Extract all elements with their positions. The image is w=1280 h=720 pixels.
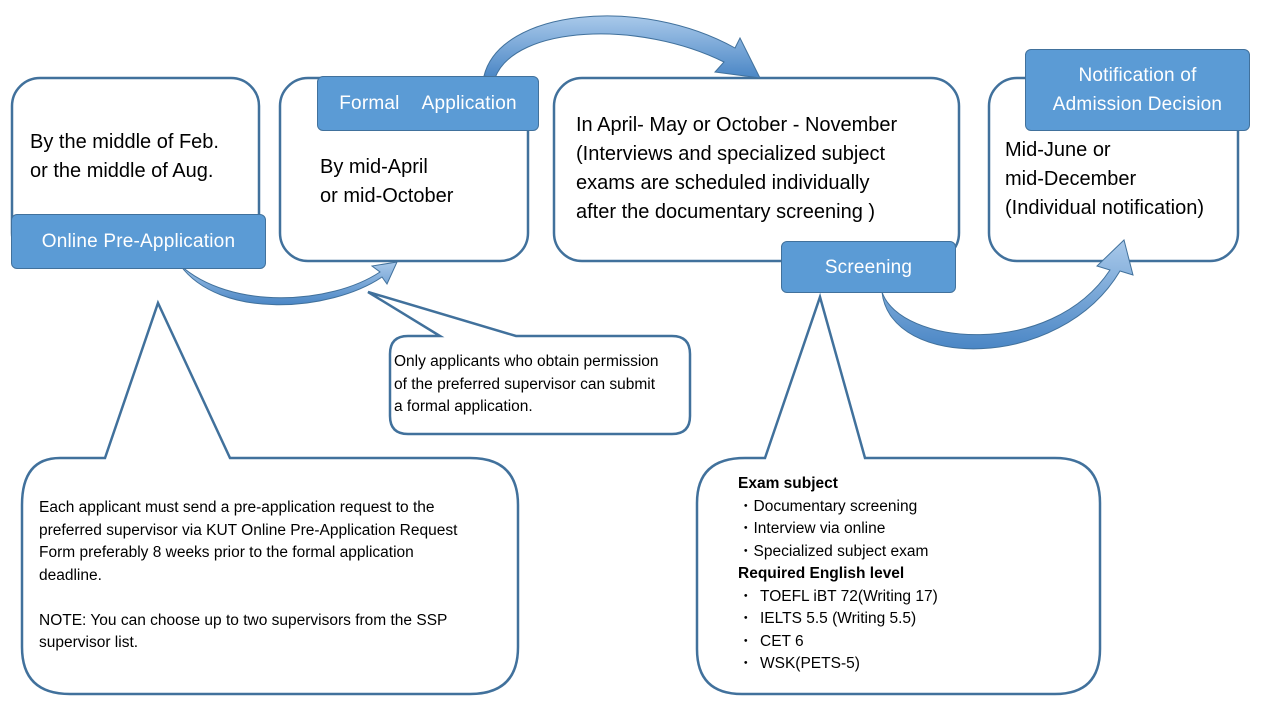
notification-label <box>1025 49 1250 131</box>
formal-application-label-part1: Formal <box>339 93 400 114</box>
screening-date-line-2: (Interviews and specialized subject <box>576 143 886 165</box>
bullet-glyph: ・ <box>738 610 754 627</box>
notification-date-line-1: Mid-June or <box>1005 139 1111 161</box>
screening-date-line-3: exams are scheduled individually <box>576 172 870 194</box>
permission-note-line-3: a formal application. <box>394 398 533 415</box>
formal-application-label-part2: Application <box>421 93 517 114</box>
english-item-ielts <box>738 608 938 631</box>
supervisor-note-line-1: NOTE: You can choose up to two supervisors from the SSP <box>39 611 448 629</box>
permission-note-line-1: Only applicants who obtain permission <box>394 353 659 370</box>
formal-application-date-line-1: By mid-April <box>320 156 428 178</box>
formal-application-date-line-2: or mid-October <box>320 185 454 207</box>
permission-note <box>394 351 659 419</box>
arrow-formal-to-screening <box>484 16 760 78</box>
pre-application-note-line-3: Form preferably 8 weeks prior to the formal application <box>39 544 414 561</box>
english-item-wsk <box>738 653 938 676</box>
pre-application-label <box>11 214 266 269</box>
english-item-toefl <box>738 586 938 609</box>
exam-item-documentary: ・Documentary screening <box>738 497 918 515</box>
exam-details <box>738 473 938 676</box>
notification-label-line-1: Notification of <box>1078 65 1197 86</box>
notification-date-line-2: mid-December <box>1005 168 1137 190</box>
screening-date-line-4: after the documentary screening ) <box>576 201 876 223</box>
pre-application-note-line-4: deadline. <box>39 566 102 584</box>
permission-note-line-2: of the preferred supervisor can submit <box>394 375 656 393</box>
exam-subject-heading: Exam subject <box>738 475 838 492</box>
english-item-cet <box>738 631 938 654</box>
pre-application-note-line-2: preferred supervisor via KUT Online Pre-Application Request <box>39 521 458 539</box>
english-item-wsk-text: WSK(PETS-5) <box>760 655 860 672</box>
bullet-glyph: ・ <box>738 587 754 605</box>
english-level-heading: Required English level <box>738 565 905 582</box>
english-item-toefl-text: TOEFL iBT 72(Writing 17) <box>760 587 938 605</box>
english-item-cet-text: CET 6 <box>760 632 804 650</box>
pre-application-label-text: Online Pre-Application <box>41 231 236 252</box>
exam-item-interview: ・Interview via online <box>738 520 886 537</box>
notification-date-line-3: (Individual notification) <box>1005 197 1204 219</box>
screening-label <box>781 241 956 293</box>
notification-date <box>1005 136 1204 223</box>
english-item-ielts-text: IELTS 5.5 (Writing 5.5) <box>760 610 917 627</box>
pre-application-date-line-2: or the middle of Aug. <box>30 160 214 182</box>
formal-application-date <box>320 153 453 211</box>
notification-label-line-2: Admission Decision <box>1052 94 1223 115</box>
screening-date <box>576 111 897 227</box>
formal-application-label <box>317 76 539 131</box>
supervisor-note-line-2: supervisor list. <box>39 634 139 651</box>
pre-application-note-line-1: Each applicant must send a pre-application request to the <box>39 499 435 516</box>
pre-application-note <box>39 497 457 655</box>
bullet-glyph: ・ <box>738 632 754 650</box>
pre-application-date-line-1: By the middle of Feb. <box>30 131 219 153</box>
screening-date-line-1: In April- May or October - November <box>576 114 898 136</box>
exam-item-specialized: ・Specialized subject exam <box>738 542 929 560</box>
pre-application-date <box>30 128 219 186</box>
screening-label-text: Screening <box>824 256 913 278</box>
bullet-glyph: ・ <box>738 655 754 672</box>
